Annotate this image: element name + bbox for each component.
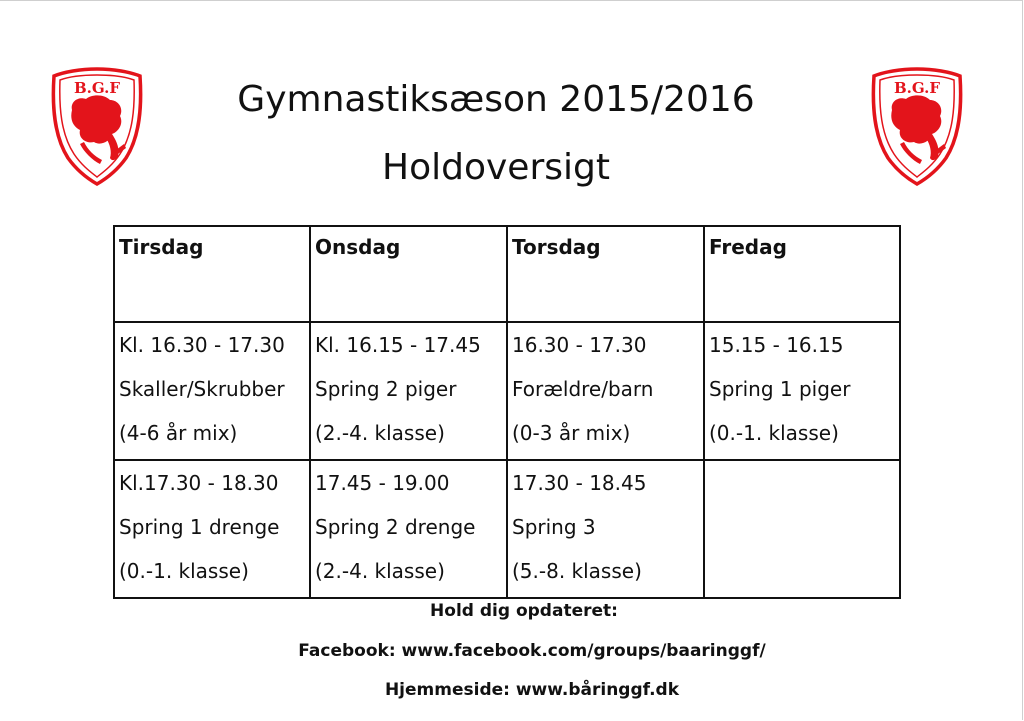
class-group: (5.-8. klasse) [512,559,642,583]
class-time: Kl. 16.30 - 17.30 [119,333,285,357]
column-header-onsdag: Onsdag [310,226,507,322]
table-cell [507,322,704,460]
table-row [114,322,900,460]
class-time: Kl. 16.15 - 17.45 [315,333,481,357]
page-title: Gymnastiksæson 2015/2016 [237,79,755,120]
table-header-row [114,226,900,322]
footer-homepage: Hjemmeside: www.båringgf.dk [384,680,680,700]
logo-text: B.G.F [893,79,941,97]
class-name: Forældre/barn [512,377,654,401]
page-subtitle: Holdoversigt [382,147,610,188]
table-cell [310,460,507,598]
table-cell [114,322,310,460]
table-cell-empty [704,460,900,598]
class-group: (0.-1. klasse) [709,421,839,445]
column-header-torsdag: Torsdag [507,226,704,322]
footer-facebook: Facebook: www.facebook.com/groups/baaringgf/ [298,641,766,661]
table-cell [310,322,507,460]
class-name: Spring 1 drenge [119,515,280,539]
class-group: (2.-4. klasse) [315,421,445,445]
table-row [114,460,900,598]
class-time: Kl.17.30 - 18.30 [119,471,279,495]
class-name: Skaller/Skrubber [119,377,285,401]
class-group: (0.-1. klasse) [119,559,249,583]
table-cell [114,460,310,598]
class-name: Spring 2 drenge [315,515,476,539]
column-header-tirsdag: Tirsdag [114,226,310,322]
class-name: Spring 1 piger [709,377,851,401]
table-cell [704,322,900,460]
class-time: 17.45 - 19.00 [315,471,450,495]
class-time: 16.30 - 17.30 [512,333,647,357]
class-name: Spring 2 piger [315,377,457,401]
schedule-table [113,225,901,599]
table-cell [507,460,704,598]
class-time: 15.15 - 16.15 [709,333,844,357]
logo-text: B.G.F [73,79,121,97]
class-group: (4-6 år mix) [119,421,238,445]
class-group: (2.-4. klasse) [315,559,445,583]
class-group: (0-3 år mix) [512,421,631,445]
class-name: Spring 3 [512,515,596,539]
column-header-fredag: Fredag [704,226,900,322]
class-time: 17.30 - 18.45 [512,471,647,495]
footer-heading: Hold dig opdateret: [430,601,618,621]
